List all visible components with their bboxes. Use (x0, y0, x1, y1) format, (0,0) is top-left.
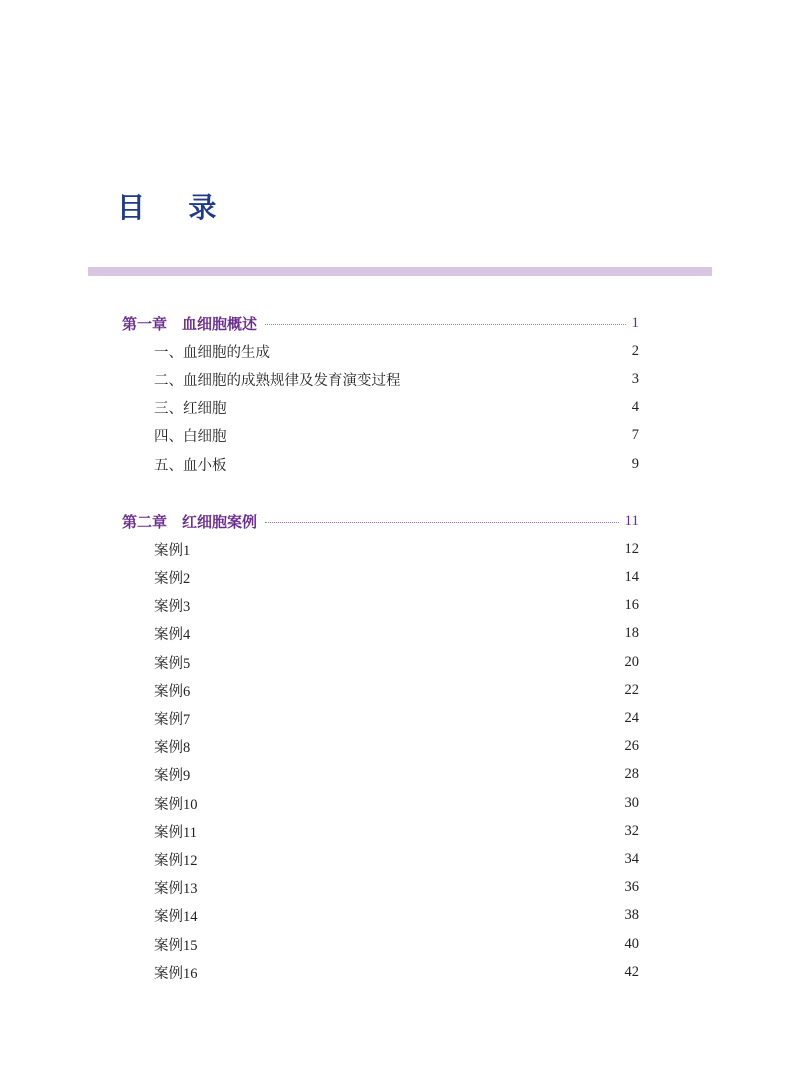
entry-label: 案例5 (154, 655, 191, 672)
toc-entry[interactable] (154, 623, 639, 645)
entry-label: 案例10 (154, 796, 198, 813)
entry-label: 案例12 (154, 852, 198, 869)
entry-page-number: 28 (624, 766, 639, 783)
entry-page-number: 40 (624, 935, 639, 952)
toc-entry[interactable] (154, 820, 639, 842)
entry-label: 五、血小板 (154, 457, 227, 474)
entry-page-number: 12 (624, 540, 639, 557)
toc-entry[interactable] (154, 905, 639, 927)
toc-entry[interactable] (154, 368, 639, 390)
entry-page-number: 16 (624, 597, 639, 614)
dot-leader (265, 324, 625, 325)
toc-entry[interactable] (154, 792, 639, 814)
chapter-heading[interactable] (122, 510, 639, 532)
chapter-heading[interactable] (122, 312, 639, 334)
entry-label: 案例2 (154, 570, 191, 587)
entry-page-number: 14 (624, 568, 639, 585)
entry-page-number: 38 (624, 907, 639, 924)
entry-label: 案例6 (154, 683, 191, 700)
toc-entry[interactable] (154, 877, 639, 899)
entry-label: 案例3 (154, 599, 191, 616)
page-title: 目 录 (117, 191, 234, 224)
toc-entry[interactable] (154, 651, 639, 673)
entry-page-number: 24 (624, 709, 639, 726)
toc-entry[interactable] (154, 397, 639, 419)
toc-entry[interactable] (154, 933, 639, 955)
toc-entry[interactable] (154, 425, 639, 447)
toc-entry[interactable] (154, 538, 639, 560)
entry-label: 案例15 (154, 937, 198, 954)
toc-entry[interactable] (154, 679, 639, 701)
toc-entry[interactable] (154, 764, 639, 786)
entry-label: 四、白细胞 (154, 429, 227, 446)
entry-label: 二、血细胞的成熟规律及发育演变过程 (154, 372, 401, 389)
entry-label: 案例7 (154, 711, 191, 728)
entry-label: 一、血细胞的生成 (154, 344, 270, 361)
toc-entry[interactable] (154, 340, 639, 362)
entry-page-number: 30 (624, 794, 639, 811)
chapter-title (122, 313, 257, 334)
dot-leader (265, 522, 619, 523)
entry-page-number: 26 (624, 738, 639, 755)
entry-label: 案例9 (154, 768, 191, 785)
entry-label: 案例8 (154, 740, 191, 757)
entry-page-number: 18 (624, 625, 639, 642)
toc-entry[interactable] (154, 453, 639, 475)
entry-page-number: 3 (631, 370, 639, 387)
entry-page-number: 32 (624, 822, 639, 839)
entry-label: 三、红细胞 (154, 401, 227, 418)
entry-label: 案例4 (154, 627, 191, 644)
entry-page-number: 2 (631, 342, 639, 359)
entry-page-number: 7 (631, 427, 639, 444)
entry-page-number: 36 (624, 879, 639, 896)
entry-page-number: 9 (631, 455, 639, 472)
chapter-number: 第一章 (122, 314, 168, 333)
toc-entry[interactable] (154, 707, 639, 729)
entry-label: 案例1 (154, 542, 191, 559)
toc-entry[interactable] (154, 566, 639, 588)
entry-label: 案例11 (154, 824, 197, 841)
entry-page-number: 42 (624, 963, 639, 980)
toc-entry[interactable] (154, 595, 639, 617)
entry-page-number: 4 (631, 399, 639, 416)
entry-page-number: 34 (624, 850, 639, 867)
chapter-name: 血细胞概述 (182, 314, 258, 333)
toc-entry[interactable] (154, 736, 639, 758)
chapter-number: 第二章 (122, 512, 168, 531)
chapter-title (122, 511, 257, 532)
chapter-name: 红细胞案例 (182, 512, 258, 531)
toc-entry[interactable] (154, 848, 639, 870)
entry-label: 案例14 (154, 909, 198, 926)
entry-label: 案例13 (154, 881, 198, 898)
toc-entry[interactable] (154, 961, 639, 983)
chapter-page-number: 1 (631, 314, 639, 331)
entry-page-number: 20 (624, 653, 639, 670)
entry-page-number: 22 (624, 681, 639, 698)
chapter-page-number: 11 (624, 512, 639, 529)
entry-label: 案例16 (154, 965, 198, 982)
